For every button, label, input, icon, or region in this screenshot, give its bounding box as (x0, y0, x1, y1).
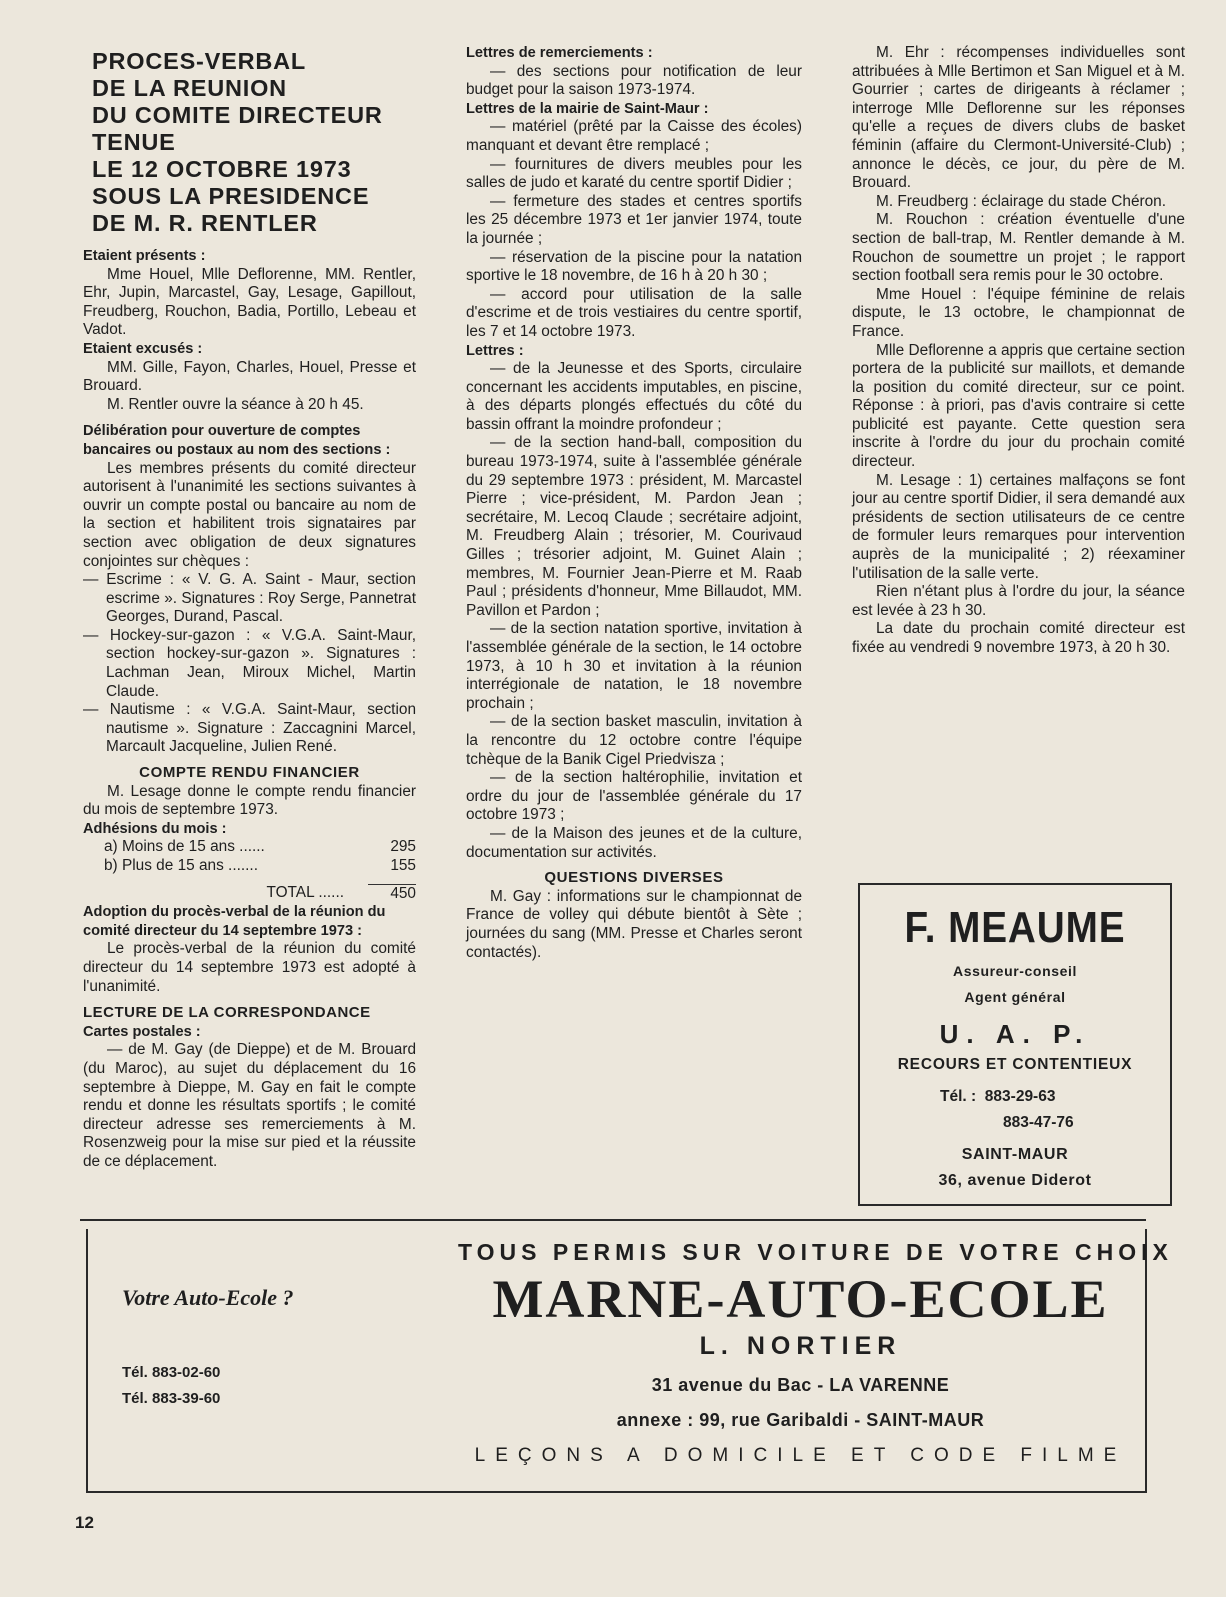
auto-permis: TOUS PERMIS SUR VOITURE DE VOTRE CHOIX (458, 1239, 1173, 1265)
presents-text: Mme Houel, Mlle Deflorenne, MM. Rentler, Ehr, Jupin, Marcastel, Gay, Lesage, Gapillout, Freudberg, Rouchon, Badia, Portillo, Lebeau et Vadot. (83, 265, 416, 339)
adhesion-label: b) Plus de 15 ans ....... (104, 857, 258, 874)
article-column-2 (466, 44, 802, 962)
title-line: PROCES-VERBAL (92, 48, 307, 74)
mairie-item: — fournitures de divers meubles pour les salles de judo et karaté du centre sportif Didier ; (466, 155, 802, 192)
total-row (83, 884, 416, 904)
lettre-item: — de la section basket masculin, invitation à la rencontre du 12 octobre contre l'équipe tchèque de la Banik Cigel Priedvisza ; (466, 713, 802, 768)
section-item: — Nautisme : « V.G.A. Saint-Maur, section nautisme ». Signature : Zaccagnini Marcel, Marcault Jacqueline, Julien René. (83, 701, 416, 756)
correspondance-heading: LECTURE DE LA CORRESPONDANCE (83, 1004, 371, 1022)
total-value: 450 (368, 884, 416, 904)
auto-question: Votre Auto-Ecole ? (122, 1285, 294, 1310)
questions-heading: QUESTIONS DIVERSES (544, 869, 724, 887)
mairie-item: — matériel (prêté par la Caisse des écoles) manquant et devant être remplacé ; (466, 118, 802, 154)
meaume-service: RECOURS ET CONTENTIEUX (897, 1056, 1133, 1073)
title-line: LE 12 OCTOBRE 1973 (92, 156, 352, 182)
auto-brand: MARNE-AUTO-ECOLE (492, 1269, 1109, 1329)
mairie-heading: Lettres de la mairie de Saint-Maur : (466, 100, 709, 117)
adhesion-row (83, 857, 416, 876)
excuses-text: MM. Gille, Fayon, Charles, Houel, Presse et Brouard. (83, 358, 416, 395)
lettre-item: — de la Maison des jeunes et de la culture, documentation sur activités. (466, 824, 802, 861)
adhesion-value: 295 (390, 838, 416, 856)
meaume-city: SAINT-MAUR (961, 1146, 1069, 1163)
lettres-heading: Lettres : (466, 342, 524, 359)
meaume-tel2: 883-47-76 (1003, 1114, 1074, 1131)
section-item: — Escrime : « V. G. A. Saint - Maur, section escrime ». Signatures : Roy Serge, Pannetrat Georges, Durand, Pascal. (83, 571, 416, 626)
mairie-item: — fermeture des stades et centres sportifs les 25 décembre 1973 et 1er janvier 1974, toute la journée ; (466, 192, 802, 247)
title-line: DE LA REUNION (92, 75, 287, 101)
meaume-address: 36, avenue Diderot (938, 1172, 1092, 1189)
title-line: DU COMITE DIRECTEUR (92, 102, 383, 128)
question-item: Mlle Deflorenne a appris que certaine section portera de la publicité sur maillots, et demande la position du comité directeur, sur ce point. Réponse : à priori, pas d'avis contraire si cette publicité est payante. Cette question sera inscrite à l'ordre du jour du prochain comité directeur. (852, 341, 1185, 471)
mairie-item: — accord pour utilisation de la salle d'escrime et de trois vestiaires du centre sportif, les 7 et 14 octobre 1973. (466, 285, 802, 340)
lettre-item: — de la Jeunesse et des Sports, circulaire concernant les accidents imputables, en piscine, à des départs plongés effectués du côté du bassin offrant la moindre profondeur ; (466, 360, 802, 433)
auto-ecole-advertisement (86, 1229, 1173, 1493)
question-item: M. Gay : informations sur le championnat de France de volley qui débute bientôt à Sète ; journées du sang (MM. Presse et Charles seront contactés). (466, 887, 802, 961)
meaume-phone (860, 1088, 1170, 1106)
title-line: TENUE (92, 129, 176, 155)
excuses-heading: Etaient excusés : (83, 340, 203, 357)
auto-main (458, 1229, 1173, 1467)
question-item: M. Rouchon : création éventuelle d'une section de ball-trap, M. Rentler demande à M. Rouchon de soumettre un projet ; le rapport section football sera remis pour le 30 octobre. (852, 211, 1185, 285)
mairie-item: — réservation de la piscine pour la natation sportive le 18 novembre, de 16 h à 20 h 30 ; (466, 248, 802, 285)
divider (80, 1219, 1146, 1221)
meaume-role: Agent général (964, 989, 1066, 1005)
adhesion-value: 155 (390, 857, 416, 874)
financial-text: M. Lesage donne le compte rendu financier du mois de septembre 1973. (83, 782, 416, 819)
meaume-name: F. MEAUME (904, 903, 1126, 952)
financial-heading: COMPTE RENDU FINANCIER (139, 764, 360, 782)
meaume-role: Assureur-conseil (953, 963, 1077, 979)
section-item: — Hockey-sur-gazon : « V.G.A. Saint-Maur, section hockey-sur-gazon ». Signatures : Lachman Jean, Miroux Michel, Martin Claude. (83, 626, 416, 700)
lettre-item: — de la section natation sportive, invitation à l'assemblée générale de la section, le 14 octobre 1973, à 10 h 30 et invitation à la réunion interrégionale de natation, le 18 novembre prochain ; (466, 620, 802, 712)
question-item: Rien n'étant plus à l'ordre du jour, la séance est levée à 23 h 30. (852, 583, 1185, 619)
title-line: DE M. R. RENTLER (92, 210, 318, 236)
question-item: M. Ehr : récompenses individuelles sont attribuées à Mlle Bertimon et San Miguel et à M. Gourrier ; cartes de dirigeants à réclamer ; interroge Mlle Deflorenne sur les réponses qu'elle a reçues de divers clubs de basket féminin (affaire du Clermont-Université-Club) ; annonce le décès, ce jour, du père de M. Brouard. (852, 44, 1185, 192)
auto-lecons: LEÇONS A DOMICILE ET CODE FILME (474, 1445, 1127, 1466)
deliberation-text: Les membres présents du comité directeur autorisent à l'unanimité les sections suivantes à ouvrir un compte postal ou bancaire au nom de la section et habilitent trois signataires par section avec obligation de deux signatures conjointes sur chèques : (83, 459, 416, 570)
adhesion-label: a) Moins de 15 ans ...... (104, 838, 265, 856)
remerciements-text: — des sections pour notification de leur budget pour la saison 1973-1974. (466, 62, 802, 99)
adhesion-row (83, 838, 416, 857)
question-item: M. Lesage : 1) certaines malfaçons se font jour au centre sportif Didier, il sera demandé aux présidents de section utilisateurs de ce centre de formuler leurs remarques pour intervention auprès de la municipalité ; 2) réexaminer l'utilisation de la salle verte. (852, 471, 1185, 582)
cartes-heading: Cartes postales : (83, 1023, 201, 1040)
auto-phone: Tél. 883-39-60 (122, 1390, 221, 1407)
lettre-item: — de la section hand-ball, composition du bureau 1973-1974, suite à l'assemblée générale du 29 septembre 1973 : président, M. Marcastel Pierre ; vice-président, M. Pardon Jean ; secrétaire, M. Lecoq Claude ; secrétaire adjoint, M. Freudberg Alain ; trésorier, M. Courivaud Gilles ; trésorier adjoint, M. Guinet Alain ; membres, M. Fournier Jean-Pierre et M. Raab Paul ; présidents d'honneur, Mme Billaudot, MM. Pavillon et Pardon ; (466, 434, 802, 619)
question-item: La date du prochain comité directeur est fixée au vendredi 9 novembre 1973, à 20 h 30. (852, 620, 1185, 656)
deliberation-heading: Délibération pour ouverture de comptes bancaires ou postaux au nom des sections : (83, 423, 391, 458)
remerciements-heading: Lettres de remerciements : (466, 45, 653, 61)
question-item: Mme Houel : l'équipe féminine de relais dispute, le 13 octobre, le championnat de France. (852, 285, 1185, 340)
article-title (92, 48, 416, 237)
total-label: TOTAL ...... (266, 883, 344, 901)
adoption-text: Le procès-verbal de la réunion du comité directeur du 14 septembre 1973 est adopté à l'unanimité. (83, 940, 416, 995)
page-number: 12 (75, 1513, 94, 1532)
question-item: M. Freudberg : éclairage du stade Chéron. (876, 192, 1167, 210)
presents-heading: Etaient présents : (83, 248, 206, 264)
cartes-text: — de M. Gay (de Dieppe) et de M. Brouard (du Maroc), au sujet du déplacement du 16 septembre à Dieppe, M. Gay en fait le compte rendu et donne les résultats sportifs ; le comité directeur adresse ses remerciements à M. Rosenzweig pour la mise sur pied et la réussite de ce déplacement. (83, 1041, 416, 1170)
article-column-1 (83, 48, 416, 1172)
lettre-item: — de la section haltérophilie, invitation et ordre du jour de l'assemblée générale du 17 octobre 1973 ; (466, 769, 802, 824)
meaume-advertisement (858, 883, 1172, 1206)
title-line: SOUS LA PRESIDENCE (92, 183, 370, 209)
article-column-3 (852, 44, 1185, 658)
auto-phone: Tél. 883-02-60 (122, 1364, 221, 1381)
auto-owner: L. NORTIER (699, 1332, 902, 1360)
adoption-heading: Adoption du procès-verbal de la réunion du comité directeur du 14 septembre 1973 : (83, 904, 386, 939)
meaume-tel1: 883-29-63 (984, 1088, 1056, 1105)
meaume-tel-label: Tél. : (940, 1088, 977, 1105)
opening-text: M. Rentler ouvre la séance à 20 h 45. (107, 395, 364, 413)
auto-annexe: annexe : 99, rue Garibaldi - SAINT-MAUR (616, 1410, 985, 1430)
adhesions-heading: Adhésions du mois : (83, 820, 227, 837)
meaume-company: U. A. P. (939, 1019, 1091, 1049)
auto-address: 31 avenue du Bac - LA VARENNE (651, 1375, 950, 1395)
